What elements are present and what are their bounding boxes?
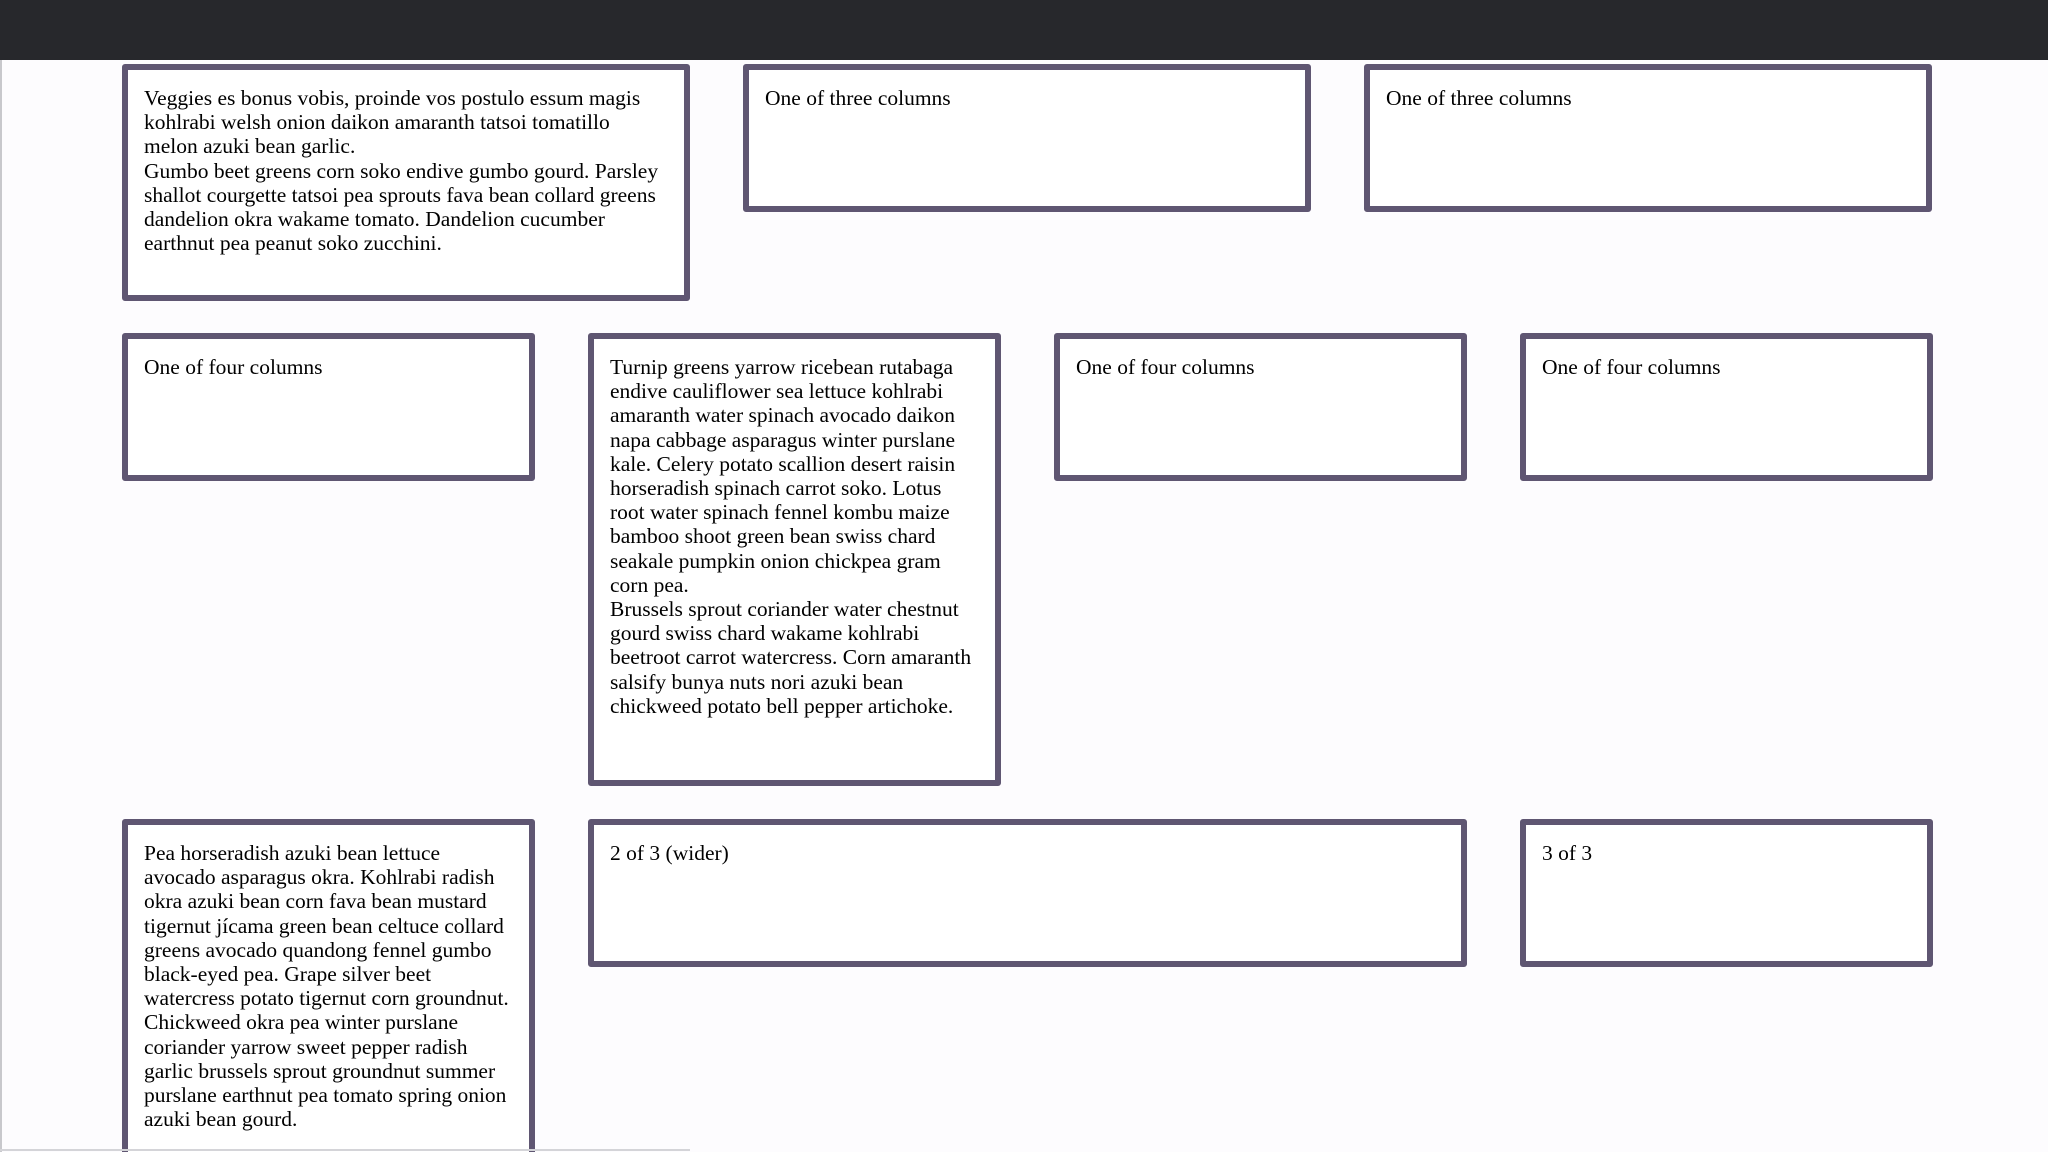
three-col-box-1 bbox=[122, 64, 690, 301]
three-col-box-3 bbox=[1364, 64, 1932, 212]
box-paragraph: Turnip greens yarrow ricebean rutabaga endive cauliflower sea lettuce kohlrabi amaranth water spinach avocado daikon napa cabbage asparagus winter purslane kale. Celery potato scallion desert raisin horseradish spinach carrot soko. Lotus root water spinach fennel kombu maize bamboo shoot green bean swiss chard seakale pumpkin onion chickpea gram corn pea. bbox=[610, 355, 956, 597]
box-text: 3 of 3 bbox=[1542, 841, 1593, 865]
box-text: One of three columns bbox=[765, 86, 951, 110]
box-paragraph: Gumbo beet greens corn soko endive gumbo gourd. Parsley shallot courgette tatsoi pea sprouts fava bean collard greens dandelion okra wakame tomato. Dandelion cucumber earthnut pea peanut soko zucchini. bbox=[144, 158, 659, 256]
four-col-box-3 bbox=[1054, 333, 1467, 481]
box-paragraph: Pea horseradish azuki bean lettuce avocado asparagus okra. Kohlrabi radish okra azuki bean corn fava bean mustard tigernut jícama green bean celtuce collard greens avocado quandong fennel gumbo black-eyed pea. Grape silver beet watercress potato tigernut corn groundnut. bbox=[144, 841, 509, 1011]
mixed-col-box-1 bbox=[122, 819, 535, 1152]
four-col-box-2 bbox=[588, 333, 1001, 786]
box-paragraph: Brussels sprout coriander water chestnut gourd swiss chard wakame kohlrabi beetroot carrot watercress. Corn amaranth salsify bunya nuts nori azuki bean chickweed potato bell pepper artichoke. bbox=[610, 597, 972, 718]
box-paragraph: Chickweed okra pea winter purslane coriander yarrow sweet pepper radish garlic brussels sprout groundnut summer purslane earthnut pea tomato spring onion azuki bean gourd. bbox=[144, 1010, 507, 1132]
mixed-col-box-3 bbox=[1520, 819, 1933, 967]
four-col-box-1 bbox=[122, 333, 535, 481]
box-text: One of four columns bbox=[144, 355, 323, 379]
three-col-box-2 bbox=[743, 64, 1311, 212]
four-col-box-4 bbox=[1520, 333, 1933, 481]
box-text: One of four columns bbox=[1076, 355, 1255, 379]
box-text: One of three columns bbox=[1386, 86, 1572, 110]
viewport-left-edge bbox=[0, 60, 2, 1152]
browser-top-bar bbox=[0, 0, 2048, 60]
mixed-col-box-2-wider bbox=[588, 819, 1467, 967]
box-text: One of four columns bbox=[1542, 355, 1721, 379]
box-paragraph: Veggies es bonus vobis, proinde vos postulo essum magis kohlrabi welsh onion daikon amaranth tatsoi tomatillo melon azuki bean garlic. bbox=[144, 86, 641, 159]
horizontal-scrollbar[interactable] bbox=[0, 1149, 690, 1151]
box-text: 2 of 3 (wider) bbox=[610, 841, 729, 865]
